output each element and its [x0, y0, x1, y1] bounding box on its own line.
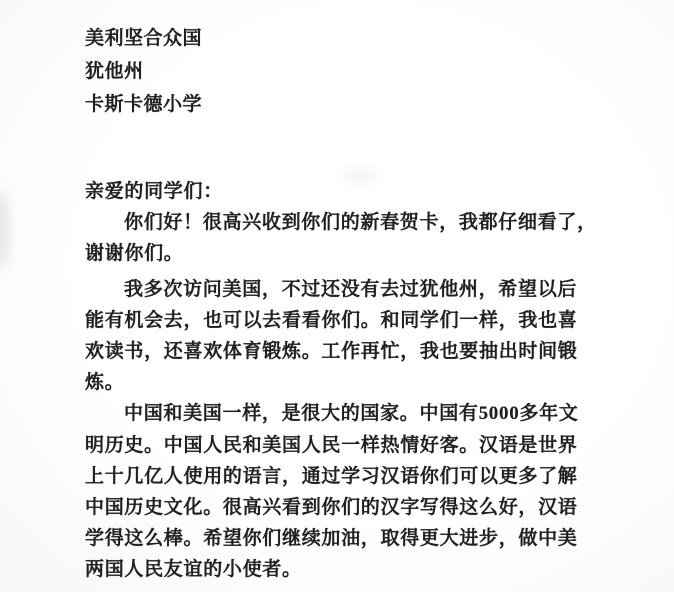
letter-line: 能有机会去，也可以去看看你们。和同学们一样，我也喜 [85, 309, 578, 331]
recipient-address-block [85, 22, 582, 121]
address-line-state: 犹他州 [85, 61, 144, 82]
address-line-country: 美利坚合众国 [85, 28, 203, 49]
paragraph-1 [85, 207, 597, 269]
salutation: 亲爱的同学们： [85, 181, 223, 202]
letter-body [85, 176, 597, 586]
letter-line: 上十几亿人使用的语言，通过学习汉语你们可以更多了解 [85, 465, 578, 487]
letter-line: 中国历史文化。很高兴看到你们的汉字写得这么好，汉语 [85, 497, 578, 519]
letter-line: 两国人民友谊的小使者。 [85, 559, 302, 581]
scan-smudge [0, 190, 8, 270]
letter-line: 明历史。中国人民和美国人民一样热情好客。汉语是世界 [85, 434, 578, 456]
address-line-school: 卡斯卡德小学 [85, 94, 203, 115]
letter-line: 你们好！很高兴收到你们的新春贺卡，我都仔细看了， [124, 212, 597, 234]
paragraph-3 [85, 398, 582, 585]
letter-line: 中国和美国一样，是很大的国家。中国有5000多年文 [124, 403, 579, 425]
letter-line: 谢谢你们。 [85, 243, 184, 265]
letter-line: 欢读书，还喜欢体育锻炼。工作再忙，我也要抽出时间锻 [85, 341, 578, 363]
letter-line: 炼。 [85, 372, 125, 394]
letter-line: 我多次访问美国，不过还没有去过犹他州，希望以后 [124, 278, 578, 300]
letter-line: 学得这么棒。希望你们继续加油，取得更大进步，做中美 [85, 528, 578, 550]
paragraph-2 [85, 274, 582, 399]
